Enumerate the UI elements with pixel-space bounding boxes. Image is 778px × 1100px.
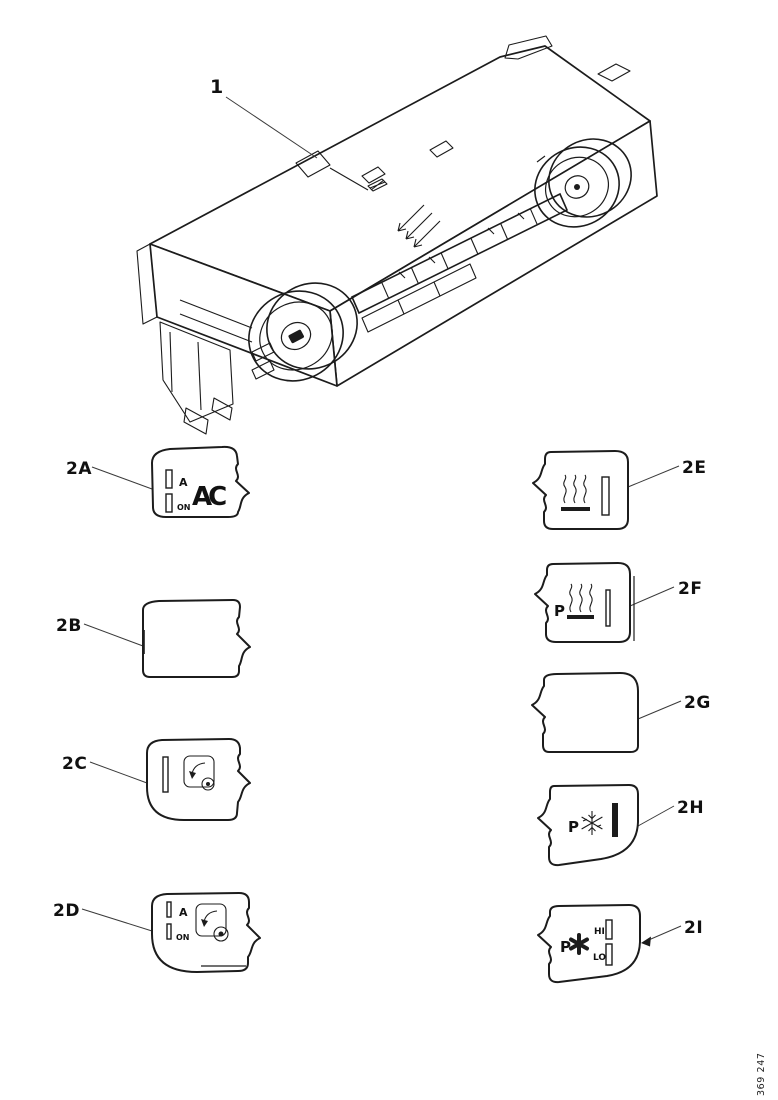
part-2D — [53, 893, 260, 972]
callout-2C-label: 2C — [62, 754, 88, 774]
part-2F — [535, 563, 702, 642]
button-face-2D — [152, 893, 260, 972]
doc-number: 369 247 — [756, 1052, 767, 1096]
hi-indicator-text: HI — [594, 927, 605, 937]
bracket-rib-1 — [170, 332, 172, 392]
button-face-2G — [532, 673, 638, 752]
callout-2F-label: 2F — [678, 579, 703, 599]
part-2I — [538, 905, 703, 982]
part-2C — [62, 739, 250, 820]
top-right-tab-2 — [598, 64, 630, 81]
callout-2D-leader — [82, 909, 152, 931]
callout-2E-leader — [628, 466, 679, 487]
button-face-2I — [538, 905, 640, 982]
auto-indicator-text: A — [179, 906, 188, 919]
callout-1-label: 1 — [210, 76, 224, 98]
callout-2I-label: 2I — [684, 918, 704, 938]
callout-2G-label: 2G — [684, 693, 711, 713]
callout-2B-label: 2B — [56, 616, 82, 636]
callout-2H-leader — [638, 806, 674, 826]
button-face-2E — [533, 451, 628, 529]
passenger-text: P — [560, 938, 571, 956]
passenger-text: P — [568, 818, 579, 836]
callout-2G-leader — [638, 701, 681, 719]
lo-indicator-text: LO — [593, 953, 607, 963]
callout-2B-leader — [84, 624, 143, 646]
callout-2A-leader — [92, 467, 152, 489]
callout-2H-label: 2H — [677, 798, 705, 818]
indicator-bar-icon — [612, 803, 618, 837]
bracket-rib-2 — [198, 342, 201, 410]
on-indicator-text: ON — [176, 933, 190, 942]
on-indicator-text: ON — [177, 503, 191, 512]
ac-text: AC — [192, 482, 224, 512]
part-2G — [532, 673, 711, 752]
callout-2I-arrowhead — [641, 937, 651, 947]
callout-2D-label: 2D — [53, 901, 80, 921]
callout-1-leader — [226, 97, 317, 158]
callout-2C-leader — [90, 762, 147, 783]
button-face-2F — [535, 563, 630, 642]
part-2B — [56, 600, 250, 677]
button-face-2B — [143, 600, 250, 677]
bracket-foot-1 — [184, 408, 208, 434]
callout-2A-label: 2A — [66, 459, 92, 479]
callout-2E-label: 2E — [682, 458, 707, 478]
part-2A — [66, 447, 249, 517]
part-2E — [533, 451, 706, 529]
auto-indicator-text: A — [179, 476, 188, 489]
part-2H — [538, 785, 704, 865]
callout-2F-leader — [630, 587, 674, 606]
passenger-text: P — [554, 602, 565, 620]
